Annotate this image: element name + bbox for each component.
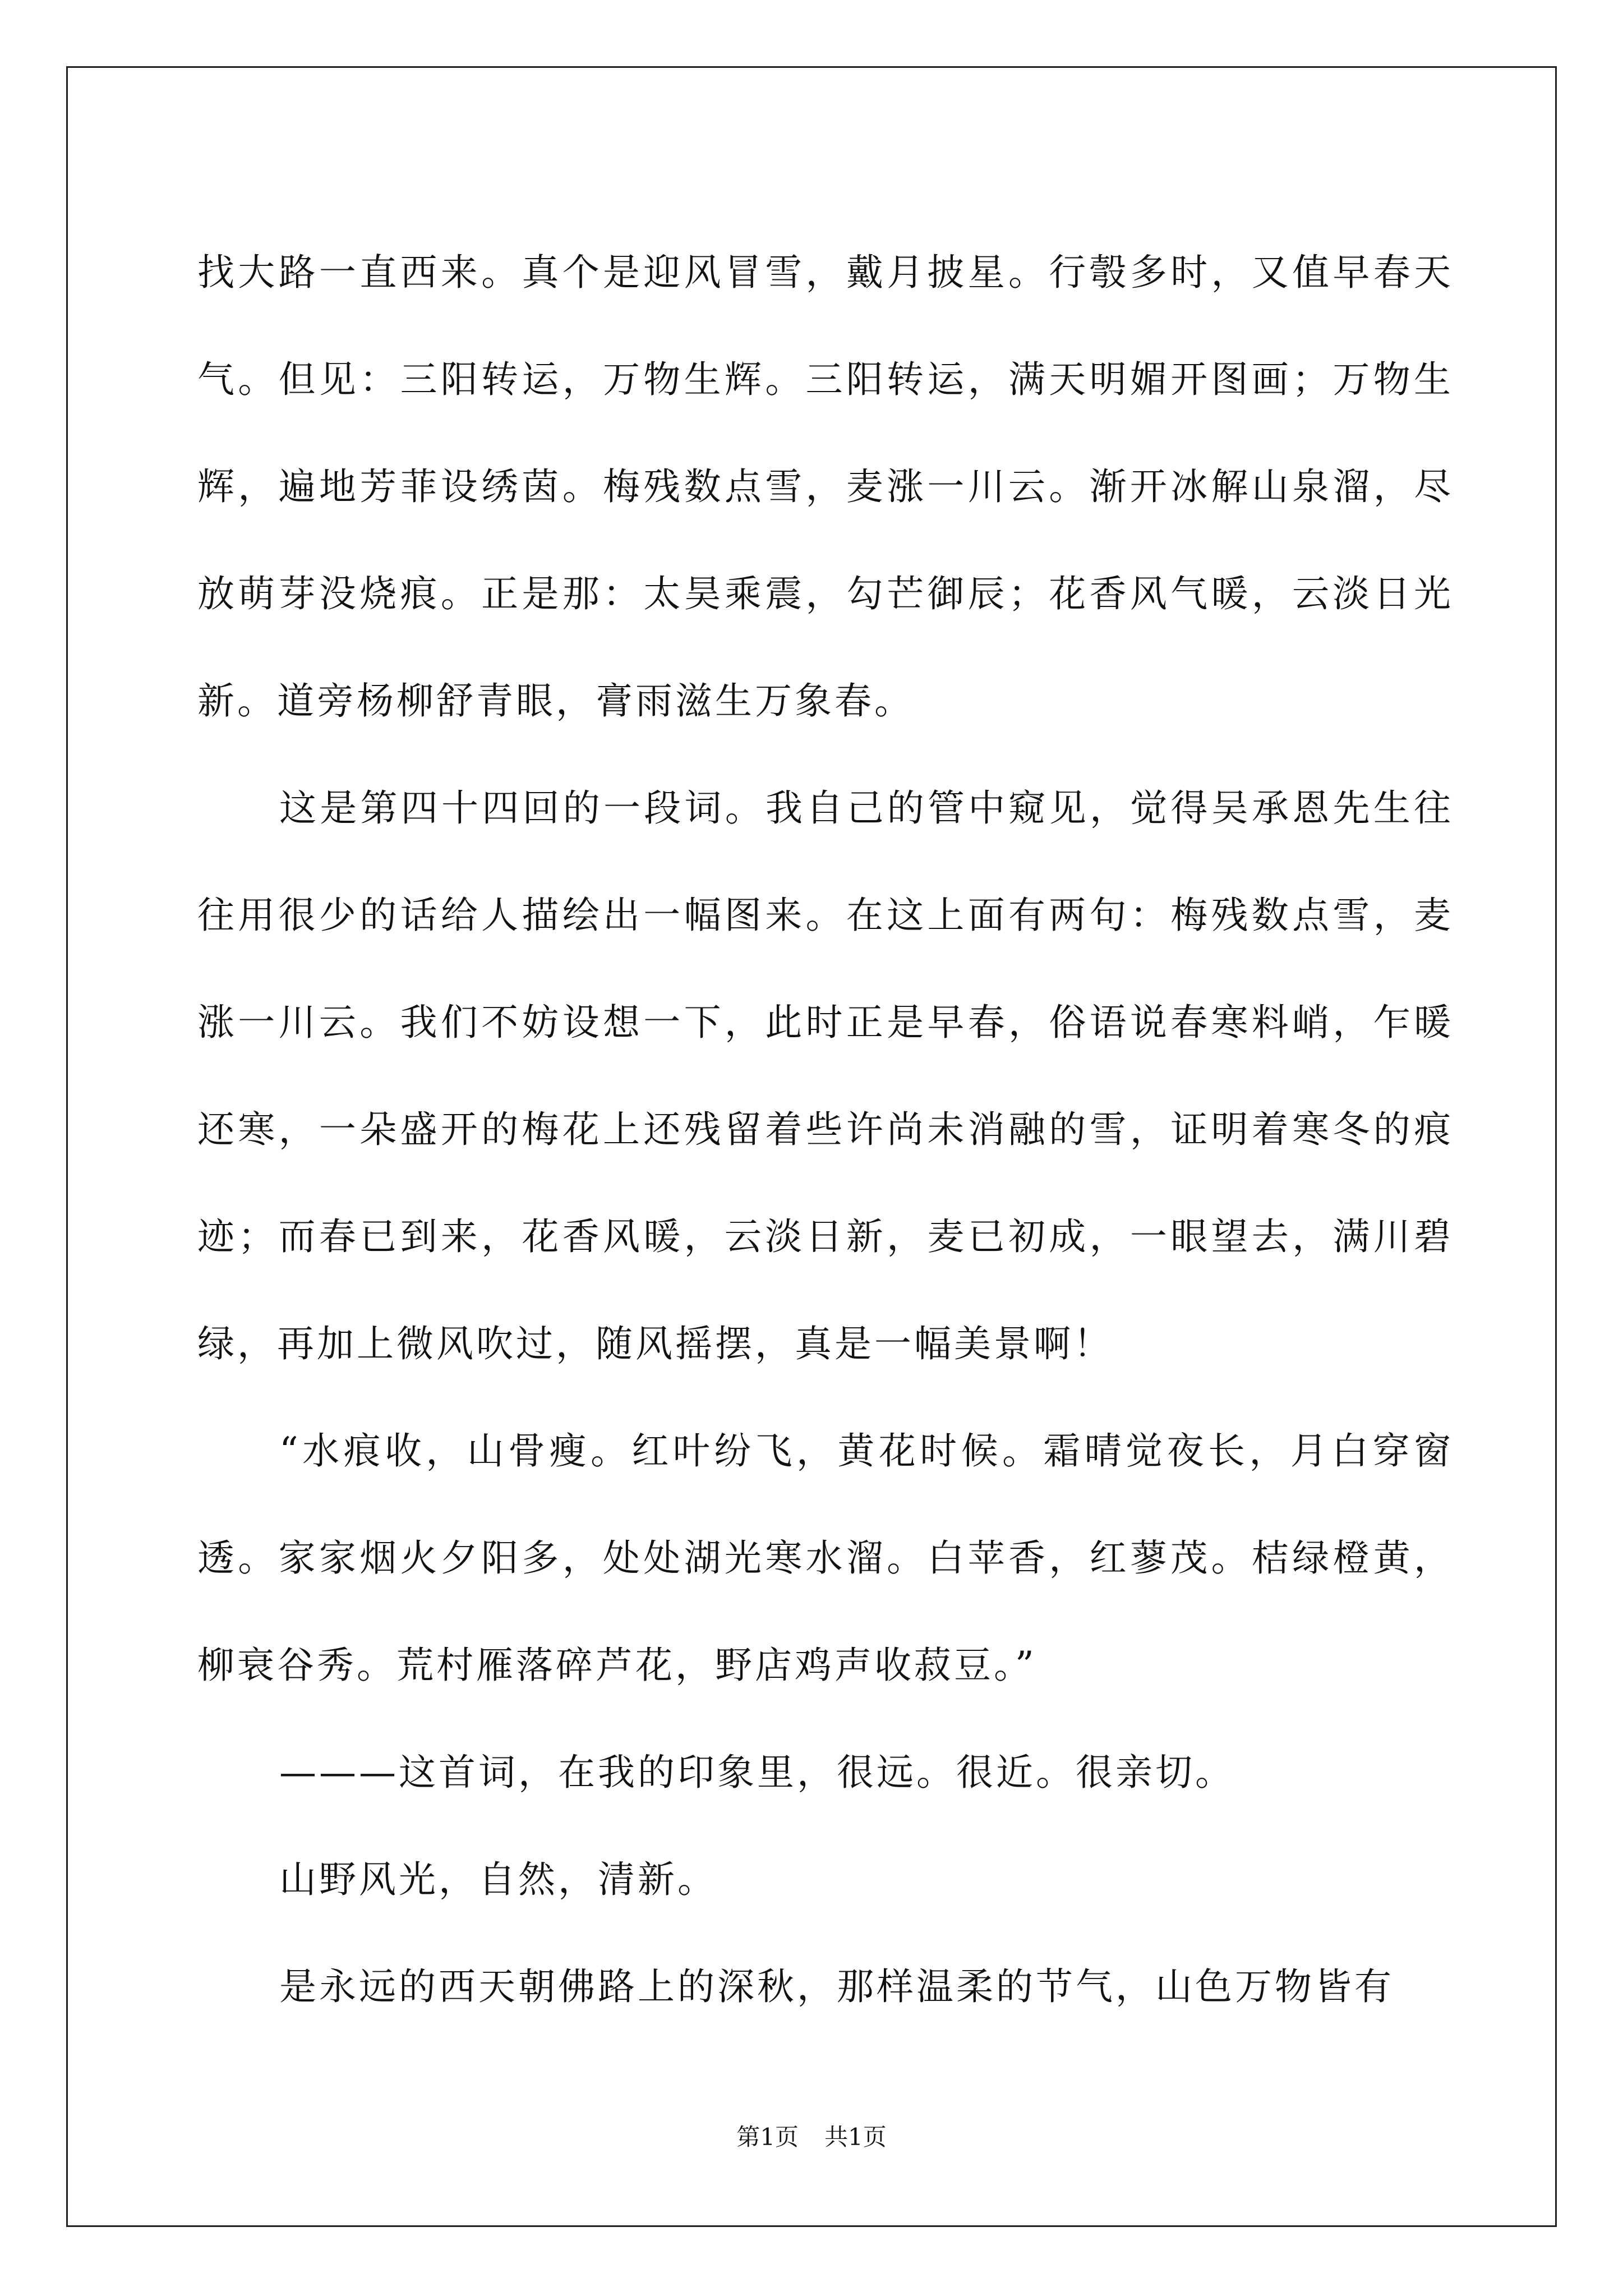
page-total: 共1页 [824,2123,887,2151]
document-body [197,219,1454,2040]
paragraph-6: 是永远的西天朝佛路上的深秋，那样温柔的节气，山色万物皆有 [279,1965,1394,2008]
paragraph-1: 找大路一直西来。真个是迎风冒雪，戴月披星。行彀多时，又值早春天气。但见：三阳转运，万物生辉。三阳转运，满天明媚开图画；万物生辉，遍地芳菲设绣茵。梅残数点雪，麦涨一川云。渐开冰解山泉溜，尽放萌芽没烧痕。正是那：太昊乘震，勾芒御辰；花香风气暖，云淡日光新。道旁杨柳舒青眼，膏雨滋生万象春。 [197,251,1454,723]
paragraph-4: ———这首词，在我的印象里，很远。很近。很亲切。 [279,1751,1235,1794]
paragraph-5: 山野风光，自然，清新。 [279,1858,717,1901]
page-number: 第1页 [736,2123,799,2151]
page-footer [0,2123,1623,2152]
paragraph-3: “水痕收，山骨瘦。红叶纷飞，黄花时候。霜晴觉夜长，月白穿窗透。家家烟火夕阳多，处处湖光寒水溜。白苹香，红蓼茂。桔绿橙黄，柳衰谷秀。荒村雁落碎芦花，野店鸡声收菽豆。” [197,1429,1454,1687]
paragraph-2: 这是第四十四回的一段词。我自己的管中窥见，觉得吴承恩先生往往用很少的话给人描绘出一幅图来。在这上面有两句：梅残数点雪，麦涨一川云。我们不妨设想一下，此时正是早春，俗语说春寒料峭，乍暖还寒，一朵盛开的梅花上还残留着些许尚未消融的雪，证明着寒冬的痕迹；而春已到来，花香风暖，云淡日新，麦已初成，一眼望去，满川碧绿，再加上微风吹过，随风摇摆，真是一幅美景啊！ [197,786,1454,1365]
